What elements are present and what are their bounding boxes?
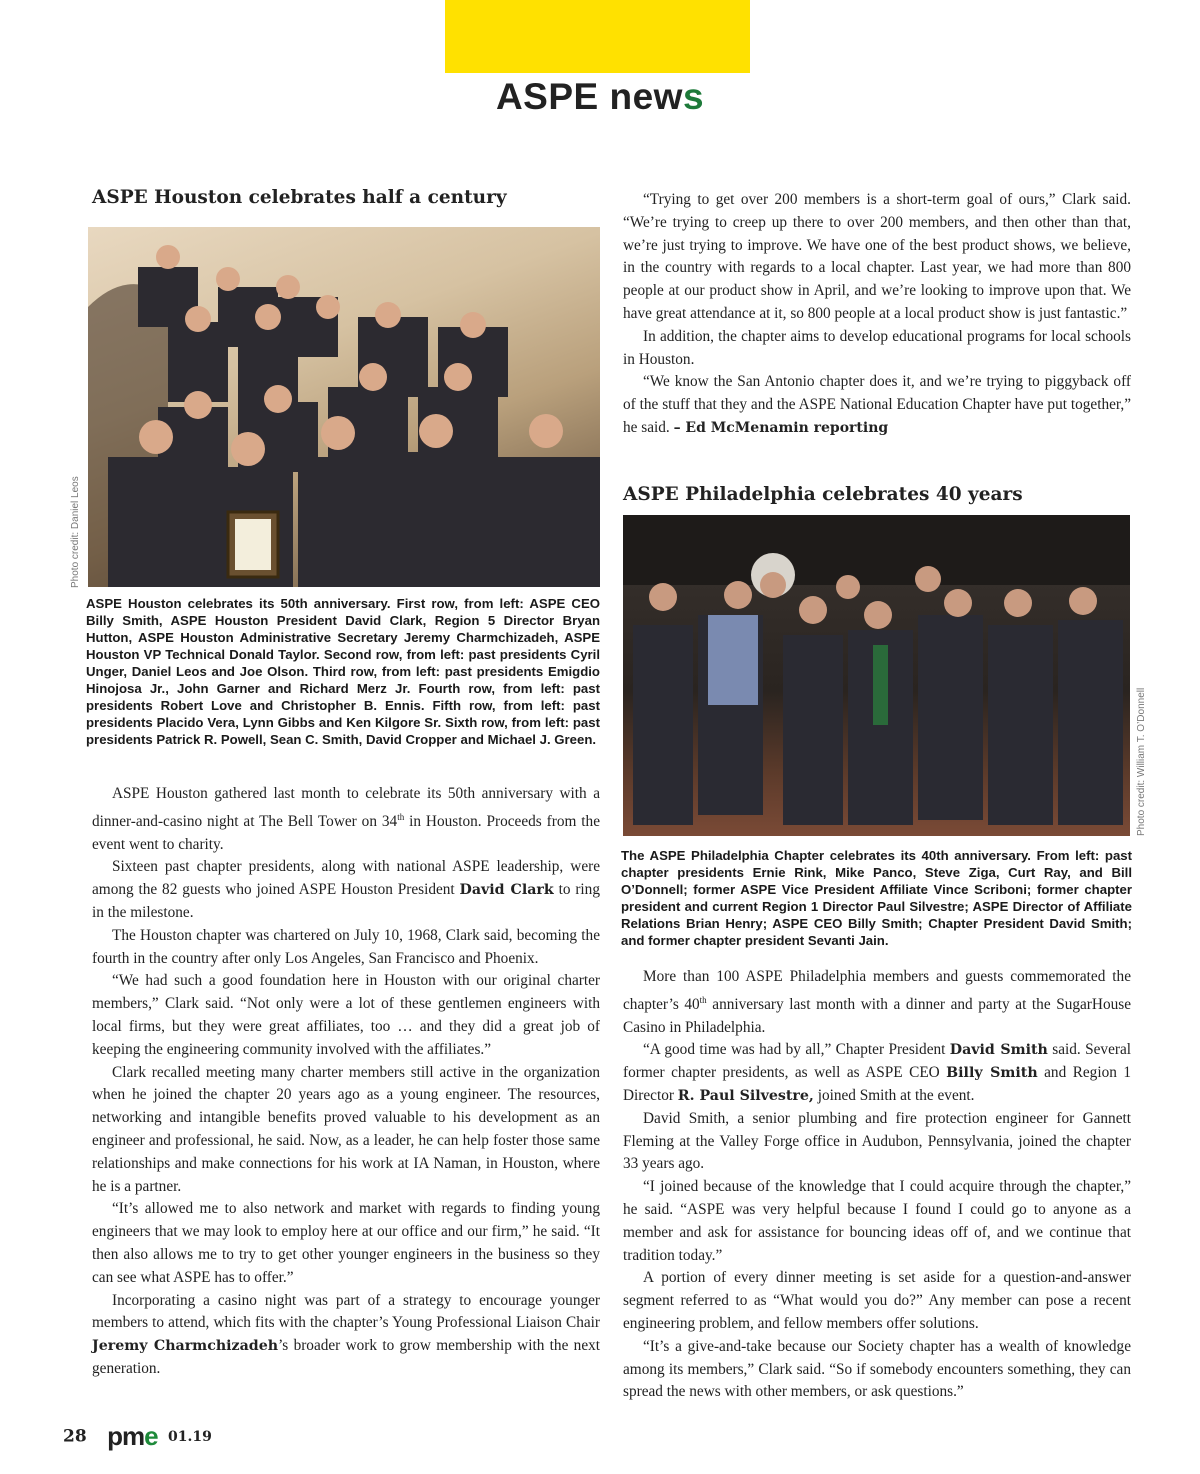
philly-photo-caption: The ASPE Philadelphia Chapter celebrates its 40th anniversary. From left: past chapter presidents Ernie Rink, Mike Panco, Steve Ziga, Curt Ray, and Bill O’Donnell; former ASPE Vice President Affiliate Vince Scriboni; former chapter president and current Region 1 Director Paul Silvestre; ASPE Director of Affiliate Relations Brian Henry; ASPE CEO Billy Smith; Chapter President David Smith; and former chapter president Sevanti Jain. [621, 848, 1132, 948]
yellow-header-bar [445, 0, 750, 73]
houston-paragraph: The Houston chapter was chartered on July 10, 1968, Clark said, becoming the fourth in the country after only Los Angeles, San Francisco and Phoenix. [92, 926, 600, 967]
philly-group-photo [623, 515, 1130, 836]
houston-headline: ASPE Houston celebrates half a century [92, 187, 507, 208]
houston-paragraph: Sixteen past chapter presidents, along with national ASPE leadership, were among the 82 guests who joined ASPE Houston President David Clark to ring in the milestone. [92, 858, 600, 922]
philly-headline: ASPE Philadelphia celebrates 40 years [623, 484, 1023, 505]
section-masthead: ASPE news [495, 76, 705, 117]
houston-article-continued [623, 189, 1131, 440]
issue-date: 01.19 [168, 1428, 212, 1445]
philly-photo-credit: Photo credit: William T. O’Donnell [1136, 687, 1147, 836]
houston-paragraph: “It’s allowed me to also network and market with regards to finding young engineers that we may look to employ here at our office and our firm,” he said. “It then also allows me to try to get other younger engineers in the business so they can see what ASPE has to offer.” [92, 1200, 600, 1286]
philly-paragraph: “It’s a give-and-take because our Society chapter has a wealth of knowledge among its members,” Clark said. “So if somebody encounters something, they can spread the news with other members, or ask questions.” [623, 1337, 1131, 1401]
page-footer [63, 1421, 212, 1452]
houston-paragraph: Incorporating a casino night was part of a strategy to encourage younger members to attend, which fits with the chapter’s Young Professional Liaison Chair Jeremy Charmchizadeh’s broader work to grow membership with the next generation. [92, 1291, 601, 1378]
houston-paragraph: ASPE Houston gathered last month to celebrate its 50th anniversary with a dinner-and-casino night at The Bell Tower on 34th in Houston. Proceeds from the event went to charity. [92, 785, 600, 853]
houston-paragraph: “We had such a good foundation here in Houston with our original charter members,” Clark said. “Not only were a lot of these gentlemen engineers with local firms, but they were great affiliates, too … and they did a great job of keeping the engineering community involved with the affiliates.” [92, 972, 600, 1058]
houston-paragraph: “Trying to get over 200 members is a short-term goal of ours,” Clark said. “We’re trying to creep up there to over 200 members, and then other than that, we’re just trying to improve. We have one of the best product shows, we believe, in the country with regards to a local chapter. Last year, we had more than 800 people at our product show in April, and we’re looking to improve upon that. We have great attendance at it, so 800 people at a local product show is just fantastic.” [623, 191, 1131, 322]
houston-paragraph: Clark recalled meeting many charter members still active in the organization when he joined the chapter 20 years ago as a young engineer. The resources, networking and intangible benefits proved valuable to his development as an engineer and professional, he said. Now, as a leader, he can help foster those same relationships and make connections for his work at IA Naman, in Houston, where he is a partner. [92, 1063, 600, 1195]
houston-paragraph: “We know the San Antonio chapter does it, and we’re trying to piggyback off of the stuff that they and the ASPE National Education Chapter have put together,” he said. – Ed McMenamin reporting [623, 373, 1131, 436]
houston-article-body [92, 783, 600, 1381]
philly-paragraph: David Smith, a senior plumbing and fire protection engineer for Gannett Fleming at the Valley Forge office in Audubon, Pennsylvania, joined the chapter 33 years ago. [623, 1109, 1131, 1173]
page-number: 28 [63, 1426, 87, 1447]
houston-byline: – Ed McMenamin reporting [673, 419, 889, 436]
houston-photo-caption: ASPE Houston celebrates its 50th anniversary. First row, from left: ASPE CEO Billy Smith, ASPE Houston President David Clark, Region 5 Director Bryan Hutton, ASPE Houston Administrative Secretary Jeremy Charmchizadeh, ASPE Houston VP Technical Donald Taylor. Second row, from left: past presidents Cyril Unger, Daniel Leos and Joe Olson. Third row, from left: past presidents Emigdio Hinojosa Jr., John Garner and Richard Merz Jr. Fourth row, from left: past presidents Robert Love and Christopher B. Ennis. Fifth row, from left: past presidents Placido Vera, Lynn Gibbs and Ken Kilgore Sr. Sixth row, from left: past presidents Patrick R. Powell, Sean C. Smith, David Cropper and Michael J. Green. [86, 596, 600, 747]
houston-paragraph: In addition, the chapter aims to develop educational programs for local schools in Houston. [623, 327, 1131, 368]
philly-article-body [623, 966, 1131, 1404]
pme-logo: pme [107, 1421, 158, 1451]
masthead-accent-letter: s [682, 76, 705, 117]
philly-paragraph: More than 100 ASPE Philadelphia members and guests commemorated the chapter’s 40th anniversary last month with a dinner and party at the SugarHouse Casino in Philadelphia. [623, 968, 1131, 1036]
houston-group-photo [88, 227, 600, 587]
houston-photo-credit: Photo credit: Daniel Leos [70, 476, 81, 588]
philly-paragraph: A portion of every dinner meeting is set aside for a question-and-answer segment referred to as “What would you do?” Any member can pose a recent engineering problem, and fellow members offer solutions. [623, 1269, 1131, 1333]
philly-paragraph: “I joined because of the knowledge that I could acquire through the chapter,” he said. “ASPE was very helpful because I found I could go to anyone as a member and ask for assistance for bouncing ideas off of, and we continue that tradition today.” [623, 1178, 1131, 1264]
philly-paragraph: “A good time was had by all,” Chapter President David Smith said. Several former chapter presidents, as well as ASPE CEO Billy Smith and Region 1 Director R. Paul Silvestre, joined Smith at the event. [623, 1041, 1131, 1105]
